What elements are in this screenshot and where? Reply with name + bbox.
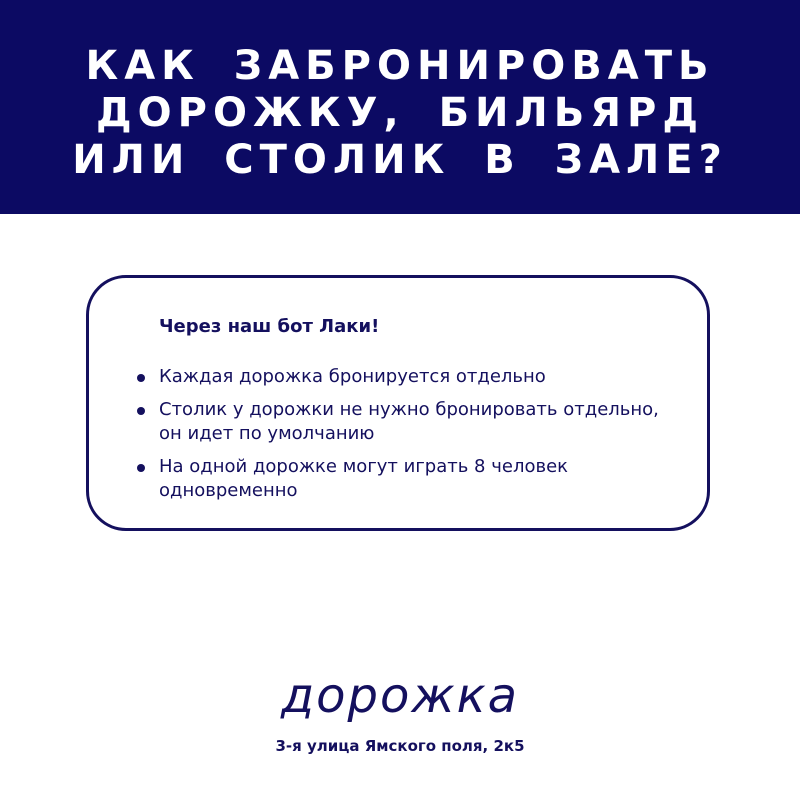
card-heading: Через наш бот Лаки! (159, 316, 380, 337)
list-item-text: Столик у дорожки не нужно бронировать отдельно, он идет по умолчанию (159, 399, 659, 444)
page-title-line-1: КАК ЗАБРОНИРОВАТЬ (85, 43, 715, 89)
bullet-icon (137, 407, 145, 415)
header-banner (0, 0, 800, 214)
address-text: 3-я улица Ямского поля, 2к5 (275, 737, 525, 755)
list-item-text: На одной дорожке могут играть 8 человек одновременно (159, 456, 569, 501)
page-title-line-2: ДОРОЖКУ, БИЛЬЯРД (96, 90, 704, 136)
bullet-icon (137, 464, 145, 472)
list-item-text: Каждая дорожка бронируется отдельно (159, 366, 546, 387)
info-card (86, 275, 710, 531)
brand-logo: дорожка (280, 668, 520, 724)
bullet-icon (137, 374, 145, 382)
page-title-line-3: ИЛИ СТОЛИК В ЗАЛЕ? (72, 137, 728, 183)
